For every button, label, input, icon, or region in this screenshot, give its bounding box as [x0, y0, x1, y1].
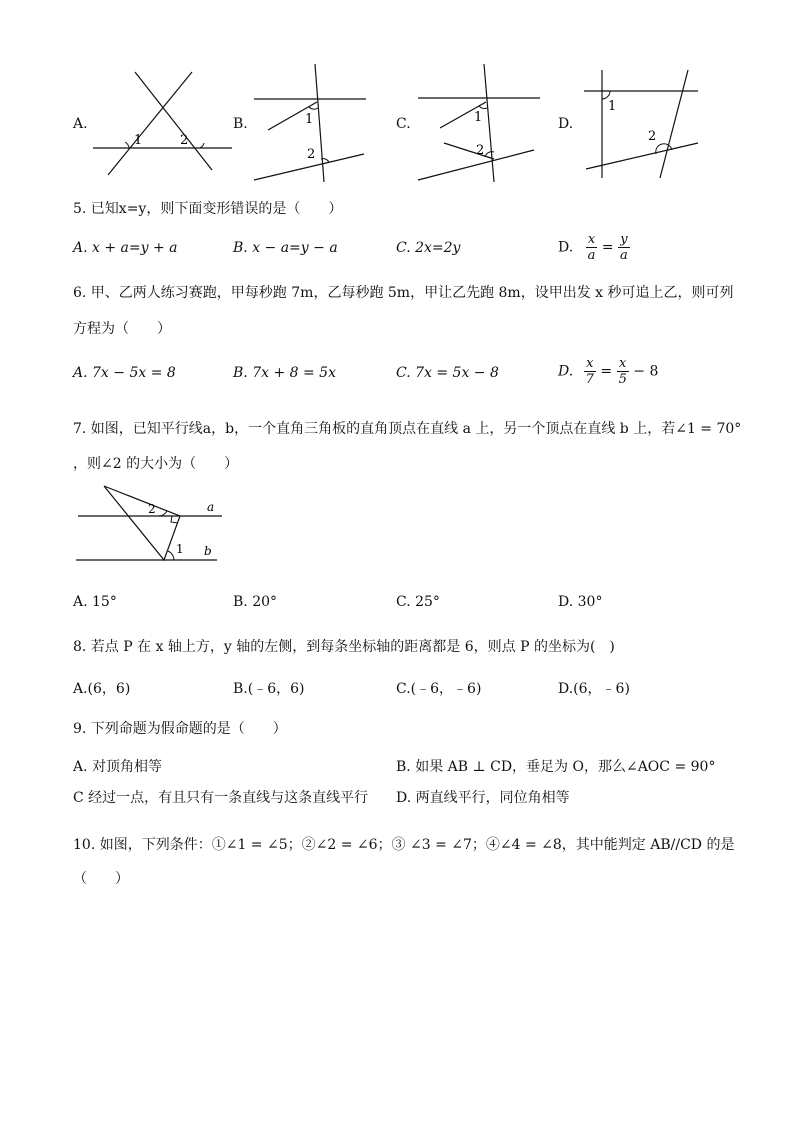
q7-option-b: B. 20° [233, 594, 278, 610]
fig-b-arc-1 [309, 107, 318, 109]
fig-a-left-line [108, 72, 192, 175]
q4-option-c-label: C. [396, 116, 411, 132]
q6-option-d [558, 356, 658, 387]
fig-d-slanted-line [660, 70, 688, 178]
q6-option-d-left-fraction [584, 356, 596, 387]
q7-arc-2 [158, 511, 167, 516]
q6-option-a: A. 7x − 5x = 8 [73, 365, 176, 381]
q7-label-b: b [204, 544, 212, 558]
fig-a-angle-1: 1 [134, 133, 143, 148]
fig-c-angle-1: 1 [474, 110, 483, 125]
q6-option-d-left-denominator: 7 [585, 372, 594, 387]
q9-option-d: D. 两直线平行，同位角相等 [396, 790, 570, 806]
fig-d-arc-1 [602, 91, 610, 99]
q5-option-b: B. x − a=y − a [233, 240, 338, 256]
q6-option-d-right-denominator: 5 [618, 372, 627, 387]
fig-c-middle-line [444, 143, 494, 159]
q5-option-d-label: D. [558, 239, 574, 256]
q4-figure-b [250, 62, 370, 184]
q5-option-d-right-denominator: a [620, 248, 628, 263]
q7-stem-line2: ，则∠2 的大小为（ ） [73, 456, 239, 472]
q6-stem-line1: 6. 甲、乙两人练习赛跑，甲每秒跑 7m，乙每秒跑 5m，甲让乙先跑 8m，设甲出发 x 秒可追上乙，则可列 [73, 285, 734, 301]
fig-c-vertical-line [484, 64, 494, 182]
q5-option-d-equals: = [601, 239, 614, 256]
q9-option-b: B. 如果 AB ⊥ CD，垂足为 O，那么∠AOC = 90° [396, 759, 716, 775]
fig-a-right-line [135, 72, 212, 170]
fig-b-angle-1: 1 [305, 112, 314, 127]
q4-option-d-label: D. [558, 116, 574, 132]
fig-c-arc-1 [479, 106, 487, 109]
q7-option-c: C. 25° [396, 594, 440, 610]
q6-stem-line2: 方程为（ ） [73, 321, 171, 337]
q7-right-angle-mark [171, 516, 178, 523]
fig-a-angle-2: 2 [180, 133, 189, 148]
q5-option-d-left-fraction [586, 232, 598, 263]
q7-triangle [104, 486, 180, 560]
q7-option-a: A. 15° [73, 594, 117, 610]
q8-option-d: D.(6，﹣6) [558, 681, 630, 697]
fig-d-bottom-line [586, 143, 698, 169]
fig-a-arc-1 [125, 142, 129, 148]
q4-option-b-label: B. [233, 116, 248, 132]
q7-label-1: 1 [176, 542, 184, 556]
q6-option-d-left-numerator: x [584, 356, 596, 372]
q6-option-d-label: D. [558, 363, 574, 380]
q7-option-d: D. 30° [558, 594, 603, 610]
q7-arc-1 [168, 551, 174, 560]
q6-option-c: C. 7x = 5x − 8 [396, 365, 499, 381]
q9-option-a: A. 对顶角相等 [73, 759, 163, 775]
q9-option-c: C 经过一点，有且只有一条直线与这条直线平行 [73, 790, 369, 806]
q6-option-d-right-numerator: x [617, 356, 629, 372]
q6-option-b: B. 7x + 8 = 5x [233, 365, 336, 381]
q4-option-a-label: A. [73, 116, 88, 132]
q5-option-c: C. 2x=2y [396, 240, 461, 256]
q4-figure-a [90, 70, 235, 180]
q5-option-d-right-numerator: y [618, 232, 630, 248]
q7-stem-line1: 7. 如图，已知平行线a，b，一个直角三角板的直角顶点在直线 a 上，另一个顶点在直线 b 上，若∠1 = 70° [73, 421, 742, 437]
q10-stem-line1: 10. 如图，下列条件：①∠1 = ∠5；②∠2 = ∠6；③ ∠3 = ∠7；④∠4 = ∠8，其中能判定 AB//CD 的是 [73, 837, 735, 853]
q6-option-d-equals: = [600, 363, 613, 380]
q7-label-2: 2 [148, 502, 156, 516]
q8-stem: 8. 若点 P 在 x 轴上方，y 轴的左侧，到每条坐标轴的距离都是 6，则点 P 的坐标为( ) [73, 639, 615, 655]
q10-stem-line2: （ ） [73, 871, 129, 887]
q6-option-d-tail: − 8 [633, 363, 659, 380]
q5-option-d-left-denominator: a [587, 248, 596, 263]
q8-option-a: A.(6，6) [73, 681, 131, 697]
q5-option-d-left-numerator: x [586, 232, 598, 248]
q7-label-a: a [207, 500, 215, 514]
q5-stem: 5. 已知x=y，则下面变形错误的是（ ） [73, 201, 343, 217]
fig-b-angle-2: 2 [307, 147, 316, 162]
q5-option-d-right-fraction [618, 232, 630, 263]
fig-c-angle-2: 2 [476, 143, 485, 158]
q4-figure-c [414, 62, 544, 184]
fig-d-angle-1: 1 [608, 99, 617, 114]
q7-figure [72, 482, 232, 564]
q6-option-d-right-fraction [617, 356, 629, 387]
q5-option-d [558, 232, 630, 263]
q5-option-a: A. x + a=y + a [73, 240, 178, 256]
q8-option-b: B.(﹣6，6) [233, 681, 305, 697]
q4-figure-d [582, 66, 702, 182]
fig-a-arc-2 [200, 143, 204, 148]
q8-option-c: C.(﹣6，﹣6) [396, 681, 482, 697]
q9-stem: 9. 下列命题为假命题的是（ ） [73, 721, 287, 737]
fig-d-angle-2: 2 [648, 129, 657, 144]
